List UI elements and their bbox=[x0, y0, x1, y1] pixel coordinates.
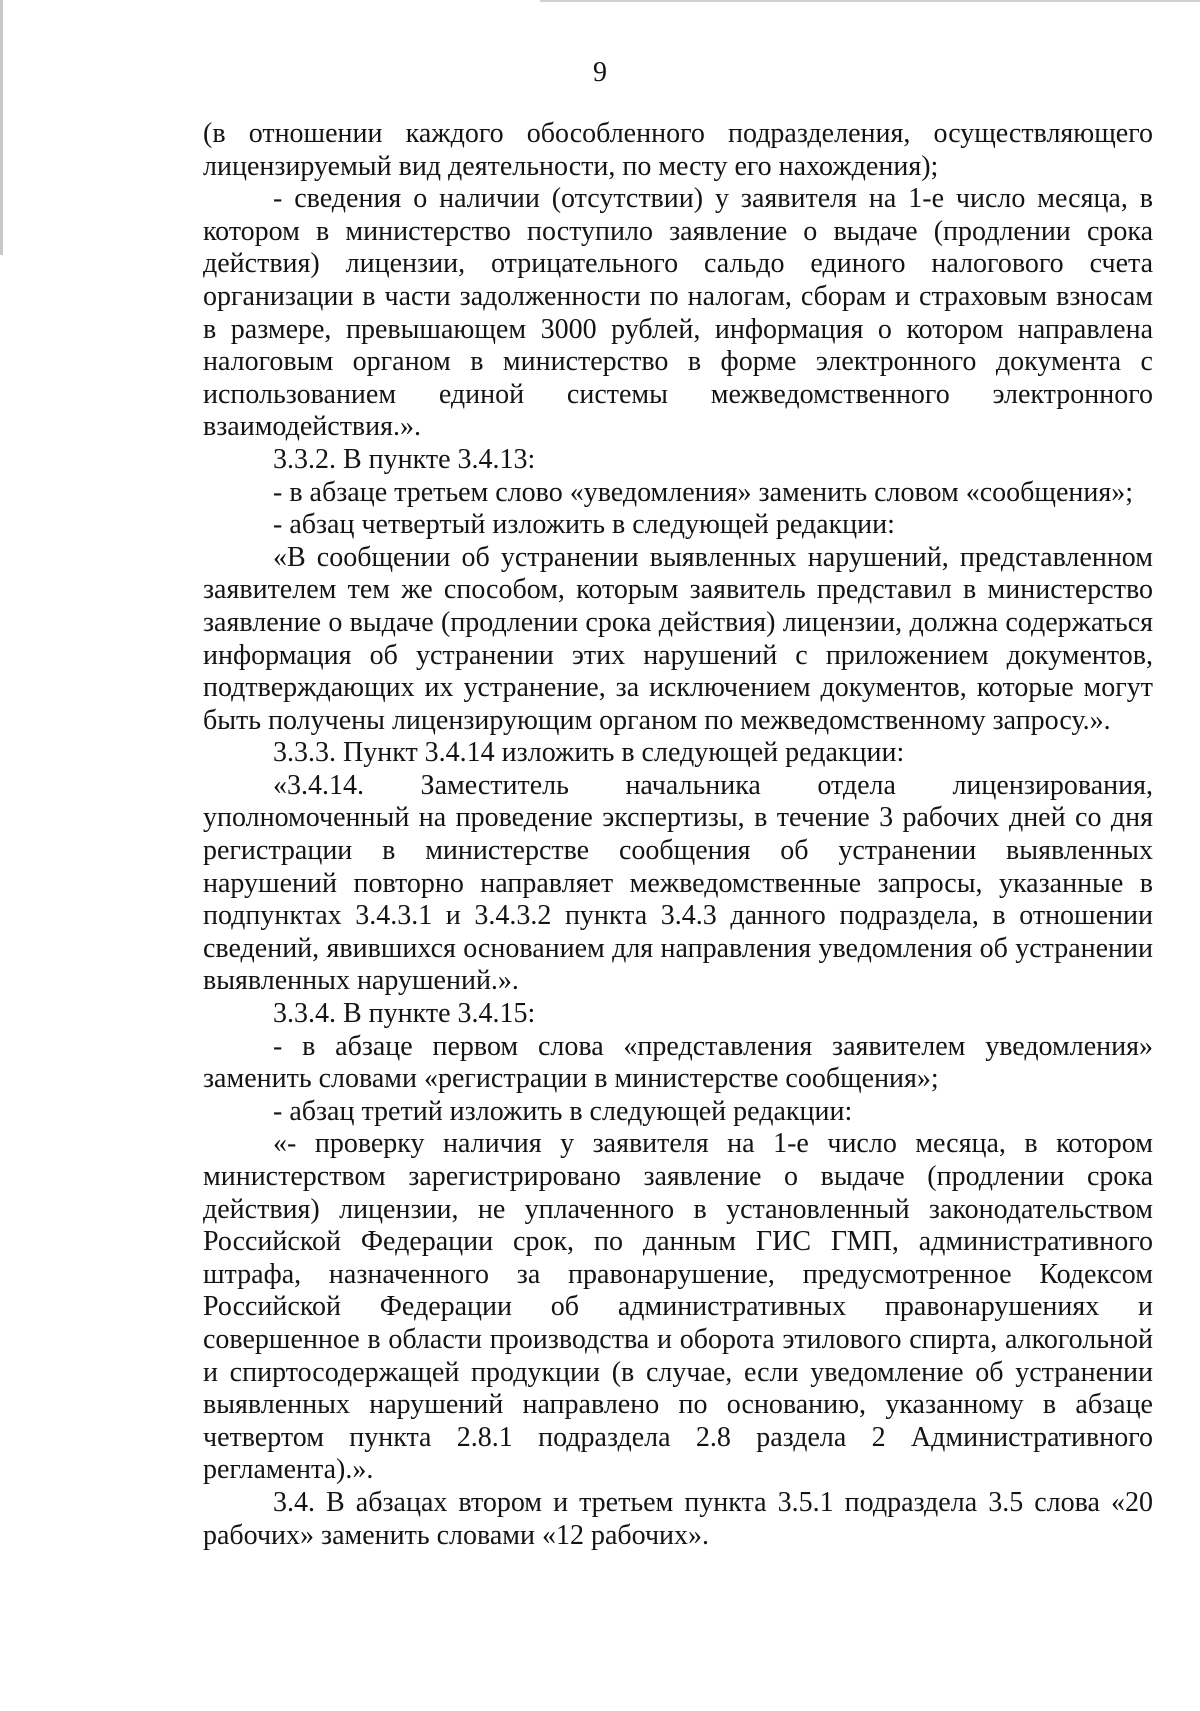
scan-edge-shadow bbox=[0, 0, 3, 255]
paragraph-3-3-4-quote: «- проверку наличия у заявителя на 1-е число месяца, в котором министерством зарегистрировано заявление о выдаче (продлении срока действия) лицензии, не уплаченного в установленный законодательством Российской Федерации срок, по данным ГИС ГМП, административного штрафа, назначенного за правонарушение, предусмотренное Кодексом Российской Федерации об административных правонарушениях и совершенное в области производства и оборота этилового спирта, алкогольной и спиртосодержащей продукции (в случае, если уведомление об устранении выявленных нарушений направлено по основанию, указанному в абзаце четвертом пункта 2.8.1 подраздела 2.8 раздела 2 Административного регламента).». bbox=[203, 1128, 1153, 1486]
paragraph-3-3-4-b: - абзац третий изложить в следующей редакции: bbox=[273, 1095, 853, 1127]
paragraph-3-3-3-quote: «3.4.14. Заместитель начальника отдела лицензирования, уполномоченный на проведение экспертизы, в течение 3 рабочих дней со дня регистрации в министерстве сообщения об устранении выявленных нарушений повторно направляет межведомственные запросы, указанные в подпунктах 3.4.3.1 и 3.4.3.2 пункта 3.4.3 данного подраздела, в отношении сведений, явившихся основанием для направления уведомления об устранении выявленных нарушений.». bbox=[203, 769, 1153, 997]
paragraph-3-3-4-a: - в абзаце первом слова «представления заявителем уведомления» заменить словами «регистрации в министерстве сообщения»; bbox=[203, 1030, 1153, 1095]
page-number: 9 bbox=[593, 57, 607, 88]
scan-top-shadow bbox=[540, 0, 1200, 2]
paragraph-3-3-2-a: - в абзаце третьем слово «уведомления» заменить словом «сообщения»; bbox=[273, 476, 1134, 508]
paragraph-3-3-2-b: - абзац четвертый изложить в следующей редакции: bbox=[273, 509, 895, 541]
paragraph-3-3-2: 3.3.2. В пункте 3.4.13: bbox=[273, 443, 536, 475]
paragraph-3-3-4: 3.3.4. В пункте 3.4.15: bbox=[273, 998, 536, 1030]
paragraph-3-3-2-quote: «В сообщении об устранении выявленных нарушений, представленном заявителем тем же способом, которым заявитель представил в министерство заявление о выдаче (продлении срока действия) лицензии, должна содержаться информация об устранении этих нарушений с приложением документов, подтверждающих их устранение, за исключением документов, которые могут быть получены лицензирующим органом по межведомственному запросу.». bbox=[203, 541, 1153, 736]
paragraph-3-4: 3.4. В абзацах втором и третьем пункта 3.5.1 подраздела 3.5 слова «20 рабочих» заменить словами «12 рабочих». bbox=[203, 1486, 1153, 1551]
document-body bbox=[203, 118, 1153, 1552]
paragraph-tax-balance: - сведения о наличии (отсутствии) у заявителя на 1-е число месяца, в котором в министерство поступило заявление о выдаче (продлении срока действия) лицензии, отрицательного сальдо единого налогового счета организации в части задолженности по налогам, сборам и страховым взносам в размере, превышающем 3000 рублей, информация о котором направлена налоговым органом в министерство в форме электронного документа с использованием единой системы межведомственного электронного взаимодействия.». bbox=[203, 183, 1153, 443]
paragraph-3-3-3: 3.3.3. Пункт 3.4.14 изложить в следующей редакции: bbox=[273, 737, 905, 769]
paragraph-continuation: (в отношении каждого обособленного подразделения, осуществляющего лицензируемый вид деятельности, по месту его нахождения); bbox=[203, 118, 1153, 182]
